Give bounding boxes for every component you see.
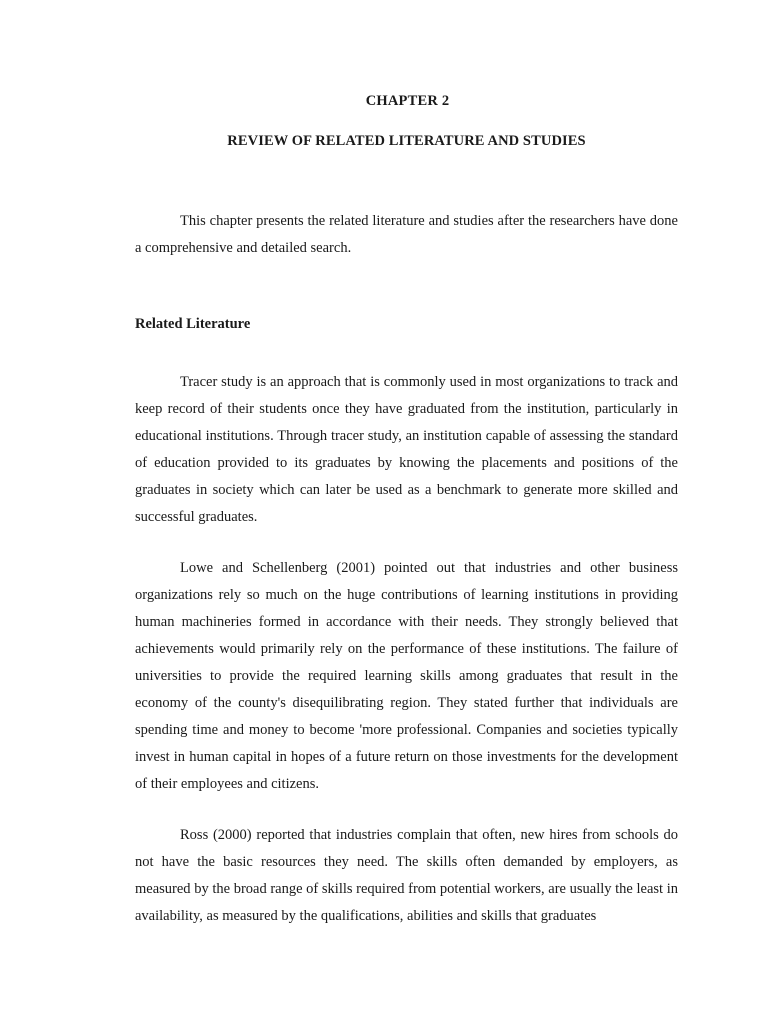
chapter-label: CHAPTER 2: [365, 93, 450, 109]
body-paragraph-lowe-schellenberg: Lowe and Schellenberg (2001) pointed out that industries and other business organizations rely so much on the huge contributions of learning institutions in providing human machineries formed in accordance with their needs. They strongly believed that achievements would primarily rely on the performance of these institutions. The failure of universities to provide the required learning skills among graduates that result in the economy of the county's disequilibrating region. They stated further that individuals are spending time and money to become 'more professional. Companies and societies typically invest in human capital in hopes of a future return on those investments for the development of their employees and citizens.: [135, 560, 678, 792]
chapter-title: REVIEW OF RELATED LITERATURE AND STUDIES: [227, 133, 586, 149]
intro-paragraph: This chapter presents the related literature and studies after the researchers have done a comprehensive and detailed search.: [135, 213, 678, 256]
section-heading-related-literature: Related Literature: [135, 316, 251, 332]
body-paragraph-ross: Ross (2000) reported that industries complain that often, new hires from schools do not have the basic resources they need. The skills often demanded by employers, as measured by the broad range of skills required from potential workers, are usually the least in availability, as measured by the qualifications, abilities and skills that graduates: [135, 827, 678, 924]
body-paragraph-tracer-study: Tracer study is an approach that is commonly used in most organizations to track and keep record of their students once they have graduated from the institution, particularly in educational institutions. Through tracer study, an institution capable of assessing the standard of education provided to its graduates by knowing the placements and positions of the graduates in society which can later be used as a benchmark to generate more skilled and successful graduates.: [135, 374, 678, 525]
